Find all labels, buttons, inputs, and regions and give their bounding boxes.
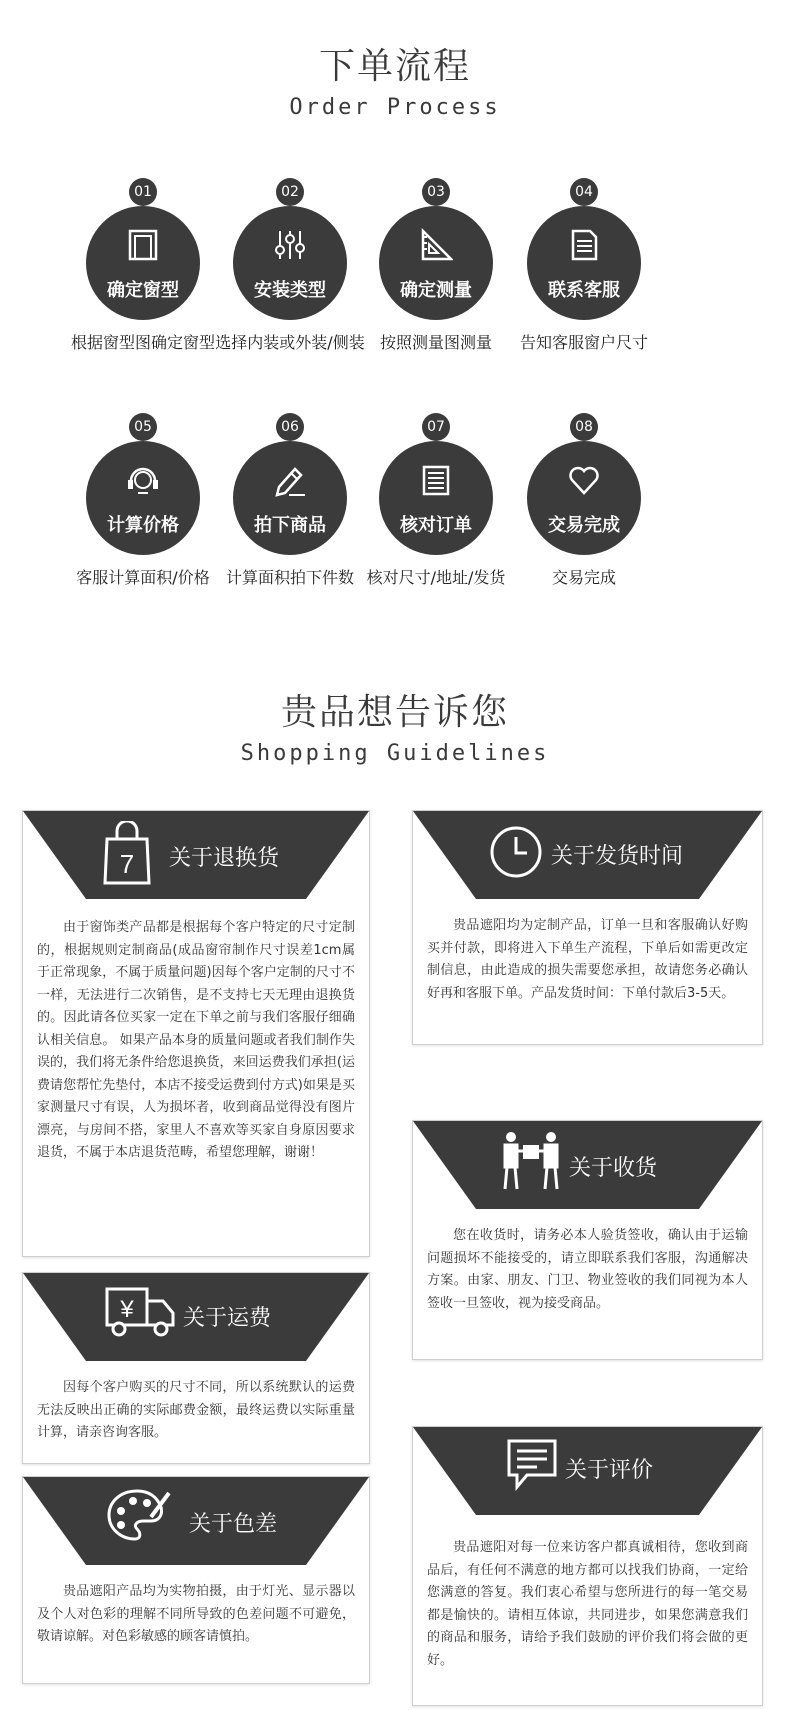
shopping-bag-icon [103,821,151,889]
guide-title-cn: 贵品想告诉您 [280,692,509,733]
step-circle [527,441,641,555]
card-returns-text: 由于窗饰类产品都是根据每个客户特定的尺寸定制的，根据规则定制商品(成品窗帘制作尺寸误差1cm属于正常现象，不属于质量问题)因每个客户定制的尺寸不一样，无法进行二次销售，是不支持七天无理由退换货的。因此请各位买家一定在下单之前与我们客服仔细确认相关信息。 如果产品本身的质量问题或者我们制作失误的，我们将无条件给您退换货，来回运费我们承担(运费请您帮忙先垫付，本店不接受运费到付方式)如果是买家测量尺寸有误，人为损坏者，收到商品觉得没有图片漂亮，与房间不搭，家里人不喜欢等买家自身原因要求退货，不属于本店退货范畴，希望您理解，谢谢！ [37,920,355,1160]
step-number-badge: 06 [276,413,304,441]
card-shipping-time-text: 贵品遮阳均为定制产品，订单一旦和客服确认好购买并付款，即将进入下单生产流程，下单后如需更改定制信息，由此造成的损失需要您承担，故请您务必确认好再和客服下单。产品发货时间：下单付款后3-5天。 [427,918,748,1001]
card-shipping-time [412,810,763,1045]
step-circle [379,441,493,555]
step-number-badge: 04 [570,178,598,206]
palette-icon [107,1487,173,1547]
guidelines-heading [0,684,790,766]
card-freight-title: 关于运费 [183,1306,272,1331]
step-number-badge: 02 [276,178,304,206]
card-receiving-title: 关于收货 [569,1156,658,1181]
card-review-title: 关于评价 [565,1458,654,1483]
guide-title-en: Shopping Guidelines [240,741,550,766]
step-description: 核对尺寸/地址/发货 [366,568,506,587]
card-freight-text: 因每个客户购买的尺寸不同，所以系统默认的运费无法反映出正确的实际邮费金额，最终运费以实际重量计算，请亲咨询客服。 [37,1380,355,1440]
step-number-badge: 03 [422,178,450,206]
step-label: 计算价格 [107,515,179,536]
step-circle [86,441,200,555]
order-process-heading [0,38,790,120]
step-circle [86,206,200,320]
card-review [412,1426,763,1706]
card-freight [22,1272,370,1464]
step-number-badge: 01 [129,178,157,206]
svg-text:7: 7 [119,849,135,879]
step-number-badge: 08 [570,413,598,441]
step-description: 按照测量图测量 [379,333,492,352]
card-receiving [412,1120,763,1360]
step-description: 计算面积拍下件数 [225,568,354,587]
clock-icon [489,825,543,883]
step-label: 安装类型 [254,280,326,301]
step-label: 确定测量 [400,280,472,301]
step-circle [233,441,347,555]
step-circle [379,206,493,320]
step-label: 确定窗型 [107,280,179,301]
order-step-08 [489,413,679,593]
delivery-truck-icon [105,1285,177,1343]
step-label: 交易完成 [548,515,620,536]
step-circle [233,206,347,320]
order-title-cn: 下单流程 [318,46,471,87]
step-circle [527,206,641,320]
step-label: 拍下商品 [254,515,326,536]
step-label: 核对订单 [400,515,472,536]
order-title-en: Order Process [289,95,501,120]
card-color-text: 贵品遮阳产品均为实物拍摄，由于灯光、显示器以及个人对色彩的理解不同所导致的色差问题不可避免，敬请谅解。对色彩敏感的顾客请慎拍。 [37,1584,355,1644]
step-number-badge: 07 [422,413,450,441]
step-description: 选择内装或外装/侧装 [215,333,365,352]
card-color-title: 关于色差 [189,1512,278,1537]
step-description: 交易完成 [551,568,616,587]
card-receiving-text: 您在收货时，请务必本人验货签收，确认由于运输问题损坏不能接受的，请立即联系我们客服，沟通解决方案。由家、朋友、门卫、物业签收的我们同视为本人签收一旦签收，视为接受商品。 [427,1228,748,1311]
card-review-text: 贵品遮阳对每一位来访客户都真诚相待，您收到商品后，有任何不满意的地方都可以找我们协商，一定给您满意的答复。我们衷心希望与您所进行的每一笔交易都是愉快的。请相互体谅，共同进步，如果您满意我们的商品和服务，请给予我们鼓励的评价我们将会做的更好。 [427,1540,748,1668]
step-description: 根据窗型图确定窗型 [70,333,215,352]
card-returns-title: 关于退换货 [169,846,280,871]
order-step-04 [489,178,679,358]
step-description: 客服计算面积/价格 [76,568,210,587]
step-number-badge: 05 [129,413,157,441]
speech-bubble-icon [505,1437,559,1497]
step-label: 联系客服 [548,280,620,301]
step-description: 告知客服窗户尺寸 [519,333,648,352]
card-returns [22,810,370,1257]
card-shipping-time-title: 关于发货时间 [551,844,684,869]
card-color [22,1476,370,1684]
svg-text:¥: ¥ [120,1296,134,1323]
package-handover-icon [501,1129,561,1195]
